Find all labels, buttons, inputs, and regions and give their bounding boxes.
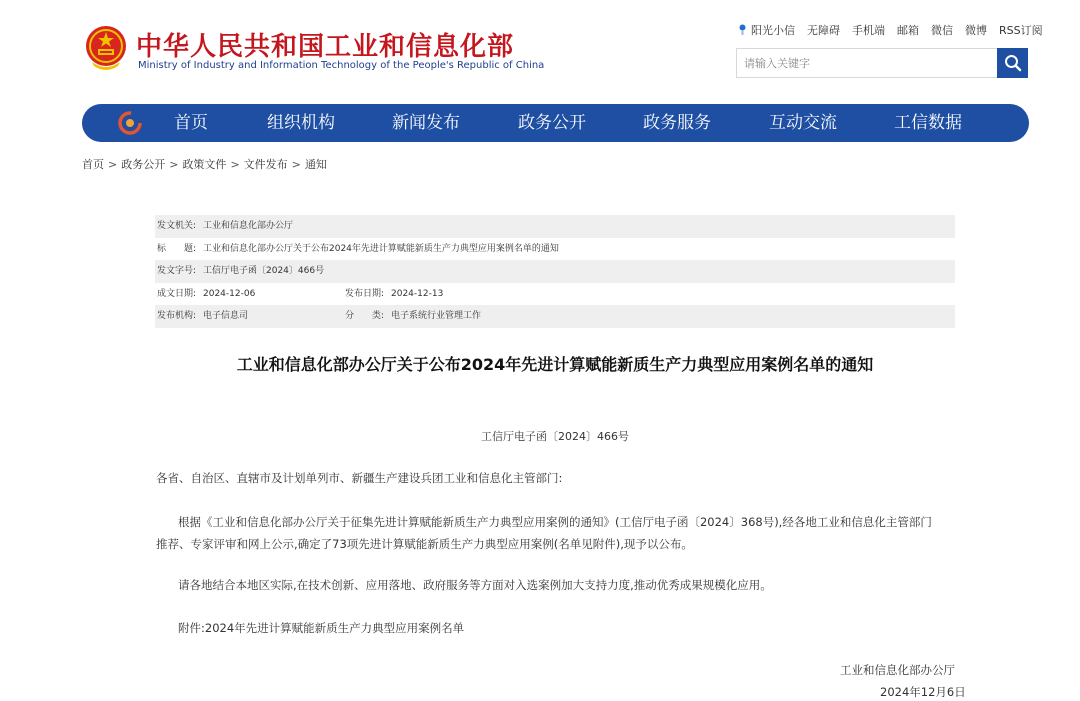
breadcrumb-separator: > (169, 158, 179, 171)
meta-row-dates (155, 283, 955, 306)
meta-label: 发布日期: (345, 288, 385, 299)
document-paragraph: 根据《工业和信息化部办公厅关于征集先进计算赋能新质生产力典型应用案例的通知》(工信厅电子函〔2024〕368号),经各地工业和信息化主管部门 (178, 515, 932, 529)
meta-row-issuer (155, 215, 955, 238)
breadcrumb-separator: > (291, 158, 301, 171)
site-header (0, 0, 1080, 100)
meta-docno: 工信厅电子函〔2024〕466号 (203, 266, 325, 276)
breadcrumb-policy-files[interactable]: 政策文件 (182, 158, 227, 171)
document-salutation: 各省、自治区、直辖市及计划单列市、新疆生产建设兵团工业和信息化主管部门: (156, 471, 563, 485)
nav-item-gov-affairs[interactable]: 政务公开 (518, 113, 586, 133)
nav-item-interaction[interactable]: 互动交流 (769, 113, 837, 133)
meta-published-date: 2024-12-13 (391, 288, 444, 299)
top-links (738, 22, 1043, 38)
toplink-sunshine[interactable] (738, 22, 795, 38)
document-number: 工信厅电子函〔2024〕466号 (481, 430, 629, 443)
meta-label: 发布机构: (157, 311, 197, 321)
nav-item-news[interactable]: 新闻发布 (392, 113, 460, 133)
toplink-mobile[interactable]: 手机端 (852, 24, 885, 37)
signature-org: 工业和信息化部办公厅 (840, 663, 955, 677)
national-emblem-icon[interactable] (84, 24, 128, 72)
nav-item-data[interactable]: 工信数据 (894, 113, 962, 133)
toplink-mail[interactable]: 邮箱 (897, 24, 919, 37)
document-meta-table (155, 215, 955, 328)
search-icon (1004, 54, 1022, 72)
document-title: 工业和信息化部办公厅关于公布2024年先进计算赋能新质生产力典型应用案例名单的通知 (236, 355, 874, 374)
breadcrumb-notice[interactable]: 通知 (304, 158, 327, 171)
meta-written-date: 2024-12-06 (203, 288, 256, 299)
nav-item-home[interactable]: 首页 (174, 113, 208, 133)
document-paragraph: 请各地结合本地区实际,在技术创新、应用落地、政府服务等方面对入选案例加大支持力度,推动优秀成果规模化应用。 (178, 578, 772, 592)
document-attachment-link[interactable]: 附件:2024年先进计算赋能新质生产力典型应用案例名单 (178, 621, 465, 635)
search-button[interactable] (997, 48, 1028, 78)
breadcrumb-separator: > (108, 158, 118, 171)
search-box (736, 48, 1028, 78)
nav-item-organization[interactable]: 组织机构 (267, 113, 335, 133)
document-paragraph: 推荐、专家评审和网上公示,确定了73项先进计算赋能新质生产力典型应用案例(名单见附件),现予以公布。 (156, 537, 693, 551)
breadcrumb (82, 156, 327, 172)
miit-logo-icon[interactable] (118, 111, 142, 135)
toplink-label: 阳光小信 (751, 24, 795, 37)
site-title-en: Ministry of Industry and Information Technology of the People's Republic of China (138, 60, 545, 71)
sun-icon (738, 24, 747, 35)
meta-row-title (155, 238, 955, 261)
meta-row-agency (155, 305, 955, 328)
toplink-wechat[interactable]: 微信 (931, 24, 953, 37)
toplink-accessibility[interactable]: 无障碍 (807, 24, 840, 37)
signature-date: 2024年12月6日 (880, 685, 966, 699)
toplink-weibo[interactable]: 微博 (965, 24, 987, 37)
main-nav (82, 104, 1029, 142)
meta-title: 工业和信息化部办公厅关于公布2024年先进计算赋能新质生产力典型应用案例名单的通知 (203, 243, 559, 254)
meta-issuer: 工业和信息化部办公厅 (203, 221, 294, 231)
search-input[interactable] (737, 49, 999, 77)
site-title-cn[interactable]: 中华人民共和国工业和信息化部 (136, 32, 515, 62)
meta-label: 发文字号: (157, 266, 197, 276)
meta-category: 电子系统行业管理工作 (391, 311, 482, 321)
meta-row-docno (155, 260, 955, 283)
meta-label: 分 类: (345, 311, 385, 321)
breadcrumb-file-release[interactable]: 文件发布 (243, 158, 288, 171)
meta-label: 发文机关: (157, 221, 197, 231)
meta-label: 成文日期: (157, 288, 197, 299)
meta-label: 标 题: (157, 243, 197, 254)
breadcrumb-separator: > (230, 158, 240, 171)
meta-agency: 电子信息司 (203, 311, 249, 321)
breadcrumb-gov-affairs[interactable]: 政务公开 (121, 158, 166, 171)
breadcrumb-home[interactable]: 首页 (82, 158, 104, 171)
nav-item-gov-services[interactable]: 政务服务 (643, 113, 711, 133)
toplink-rss[interactable]: RSS订阅 (999, 24, 1043, 37)
